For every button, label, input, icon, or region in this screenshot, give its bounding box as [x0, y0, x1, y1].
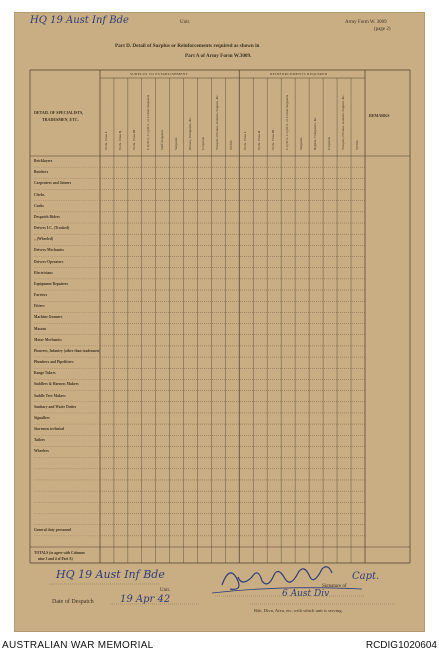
table-row-label: Masons: [34, 326, 47, 331]
footer-unit-label: Unit.: [160, 588, 171, 593]
table-row-label: Saddlers & Harness Makers: [34, 382, 79, 387]
table-row-label: Wheelers: [34, 449, 49, 454]
table-row-label: Fitters: [34, 304, 45, 309]
surplus-col-header: Staff-Sergeants: [159, 129, 164, 150]
table-row-label: Machine Gunners: [34, 315, 63, 320]
table-row-label: Bricklayers: [34, 159, 53, 163]
bde-line: Bde, Divn, Area, etc, with which unit is serving.: [254, 608, 343, 613]
table-row-label: „ (Wheeled): [34, 237, 54, 242]
reinforcement-col-header: Sergeants: [299, 137, 304, 150]
surplus-col-header: TOTAL: [229, 139, 234, 150]
reinforcement-col-header: W.Os. Class II.: [257, 130, 262, 150]
bde-handwritten: 6 Aust Div: [282, 589, 330, 599]
first-col-header-1: DETAIL OF SPECIALISTS,: [34, 110, 84, 115]
archive-id: RCDIG1020604: [365, 640, 437, 651]
form-page: (page 2): [374, 27, 391, 32]
table-row-label: Signallers: [34, 415, 50, 420]
unit-label: Unit.: [180, 20, 191, 25]
table-row-label: Clerks: [34, 192, 45, 197]
table-row-label: Motor Mechanics: [34, 337, 62, 342]
date-of-despatch-label: Date of Despatch: [52, 599, 94, 605]
table-row-label: Drivers I.C. (Tracked): [34, 226, 70, 231]
date-handwritten: 19 Apr 42: [120, 594, 171, 605]
table-row-label: Storemen technical: [34, 427, 65, 432]
totals-label-2: nine 3 and 4 of Part A): [38, 557, 73, 561]
reinforcement-col-header: C.Q.M.S., C.Q.M.S., or Colour-Sergeants: [285, 94, 290, 150]
footer-unit-handwritten: HQ 19 Aust Inf Bde: [56, 568, 165, 581]
surplus-col-header: W.Os. Class III.: [131, 128, 136, 150]
table-row-label: Pioneers, Infantry (other than tradesmen): [34, 348, 101, 353]
totals-label-1: TOTALS (to agree with Columns: [34, 551, 85, 555]
archive-caption: AUSTRALIAN WAR MEMORIAL: [2, 640, 154, 651]
surplus-col-header: W.Os. Class II.: [117, 130, 122, 150]
table-row-label: Despatch Riders: [34, 214, 61, 219]
table-row-label: Farriers: [34, 293, 48, 298]
unit-handwritten: HQ 19 Aust Inf Bde: [30, 15, 129, 26]
reinforcement-col-header: Troopers, Privates, Gunners, Sappers, &c.: [341, 94, 346, 150]
surplus-col-header: Sergeants: [173, 137, 178, 150]
reinforcement-col-header: Corporals: [327, 136, 332, 150]
table-row-label: Sanitary and Water Duties: [34, 404, 77, 409]
table-row-label: Drivers-Mechanics: [34, 248, 64, 253]
table-row-label: Drivers-Operators: [34, 259, 64, 264]
reinforcement-col-header: W.Os. Class I.: [243, 131, 248, 150]
part-title-line-1: Part D. Detail of Surplus or Reinforcements required as shown in: [115, 43, 260, 49]
reinforcement-col-header: TOTAL: [355, 139, 360, 150]
signature-label: Signature of: [322, 584, 347, 589]
table-row-label: Saddle Tree Makers: [34, 393, 66, 398]
remarks-header: REMARKS: [369, 113, 390, 118]
table-row-label: Electricians: [34, 270, 53, 275]
reinforcement-col-header: Buglers, Trumpeters, &c.: [313, 116, 318, 150]
table-row-label: Range Takers: [34, 371, 56, 376]
surplus-col-header: C.Q.M.S., C.Q.M.S., or Colour-Sergeants: [145, 94, 150, 150]
table-row-label: Plumbers and Pipefitters: [34, 360, 74, 365]
table-row-label: Butchers: [34, 170, 49, 175]
table-row-label: General duty personnel: [34, 527, 72, 532]
table-row-label: Tailors: [34, 438, 46, 443]
surplus-col-header: Corporals: [201, 136, 206, 150]
surplus-group-header: SURPLUS TO ESTABLISHMENT: [130, 72, 189, 76]
table-row-label: Carpenters and Joiners: [34, 181, 72, 186]
first-col-header-2: TRADESMEN, ETC.: [42, 117, 79, 122]
reinforcements-group-header: REINFORCEMENTS REQUIRED: [270, 72, 328, 76]
form-number: Army Form W. 3009: [345, 20, 387, 25]
surplus-col-header: Drivers, Trumpeters, &c.: [187, 116, 192, 150]
table-row-label: Equipment Repairers: [34, 281, 69, 286]
part-title-line-2: Part A of Army Form W.3009.: [185, 53, 252, 59]
surplus-col-header: Troopers, Privates, Gunners, Sappers, &c.: [215, 94, 220, 150]
signature-handwritten: Capt.: [352, 571, 380, 582]
table-row-label: Cooks: [34, 203, 44, 208]
surplus-col-header: W.Os. Class I.: [104, 131, 108, 150]
reinforcement-col-header: W.Os. Class III.: [271, 128, 276, 150]
